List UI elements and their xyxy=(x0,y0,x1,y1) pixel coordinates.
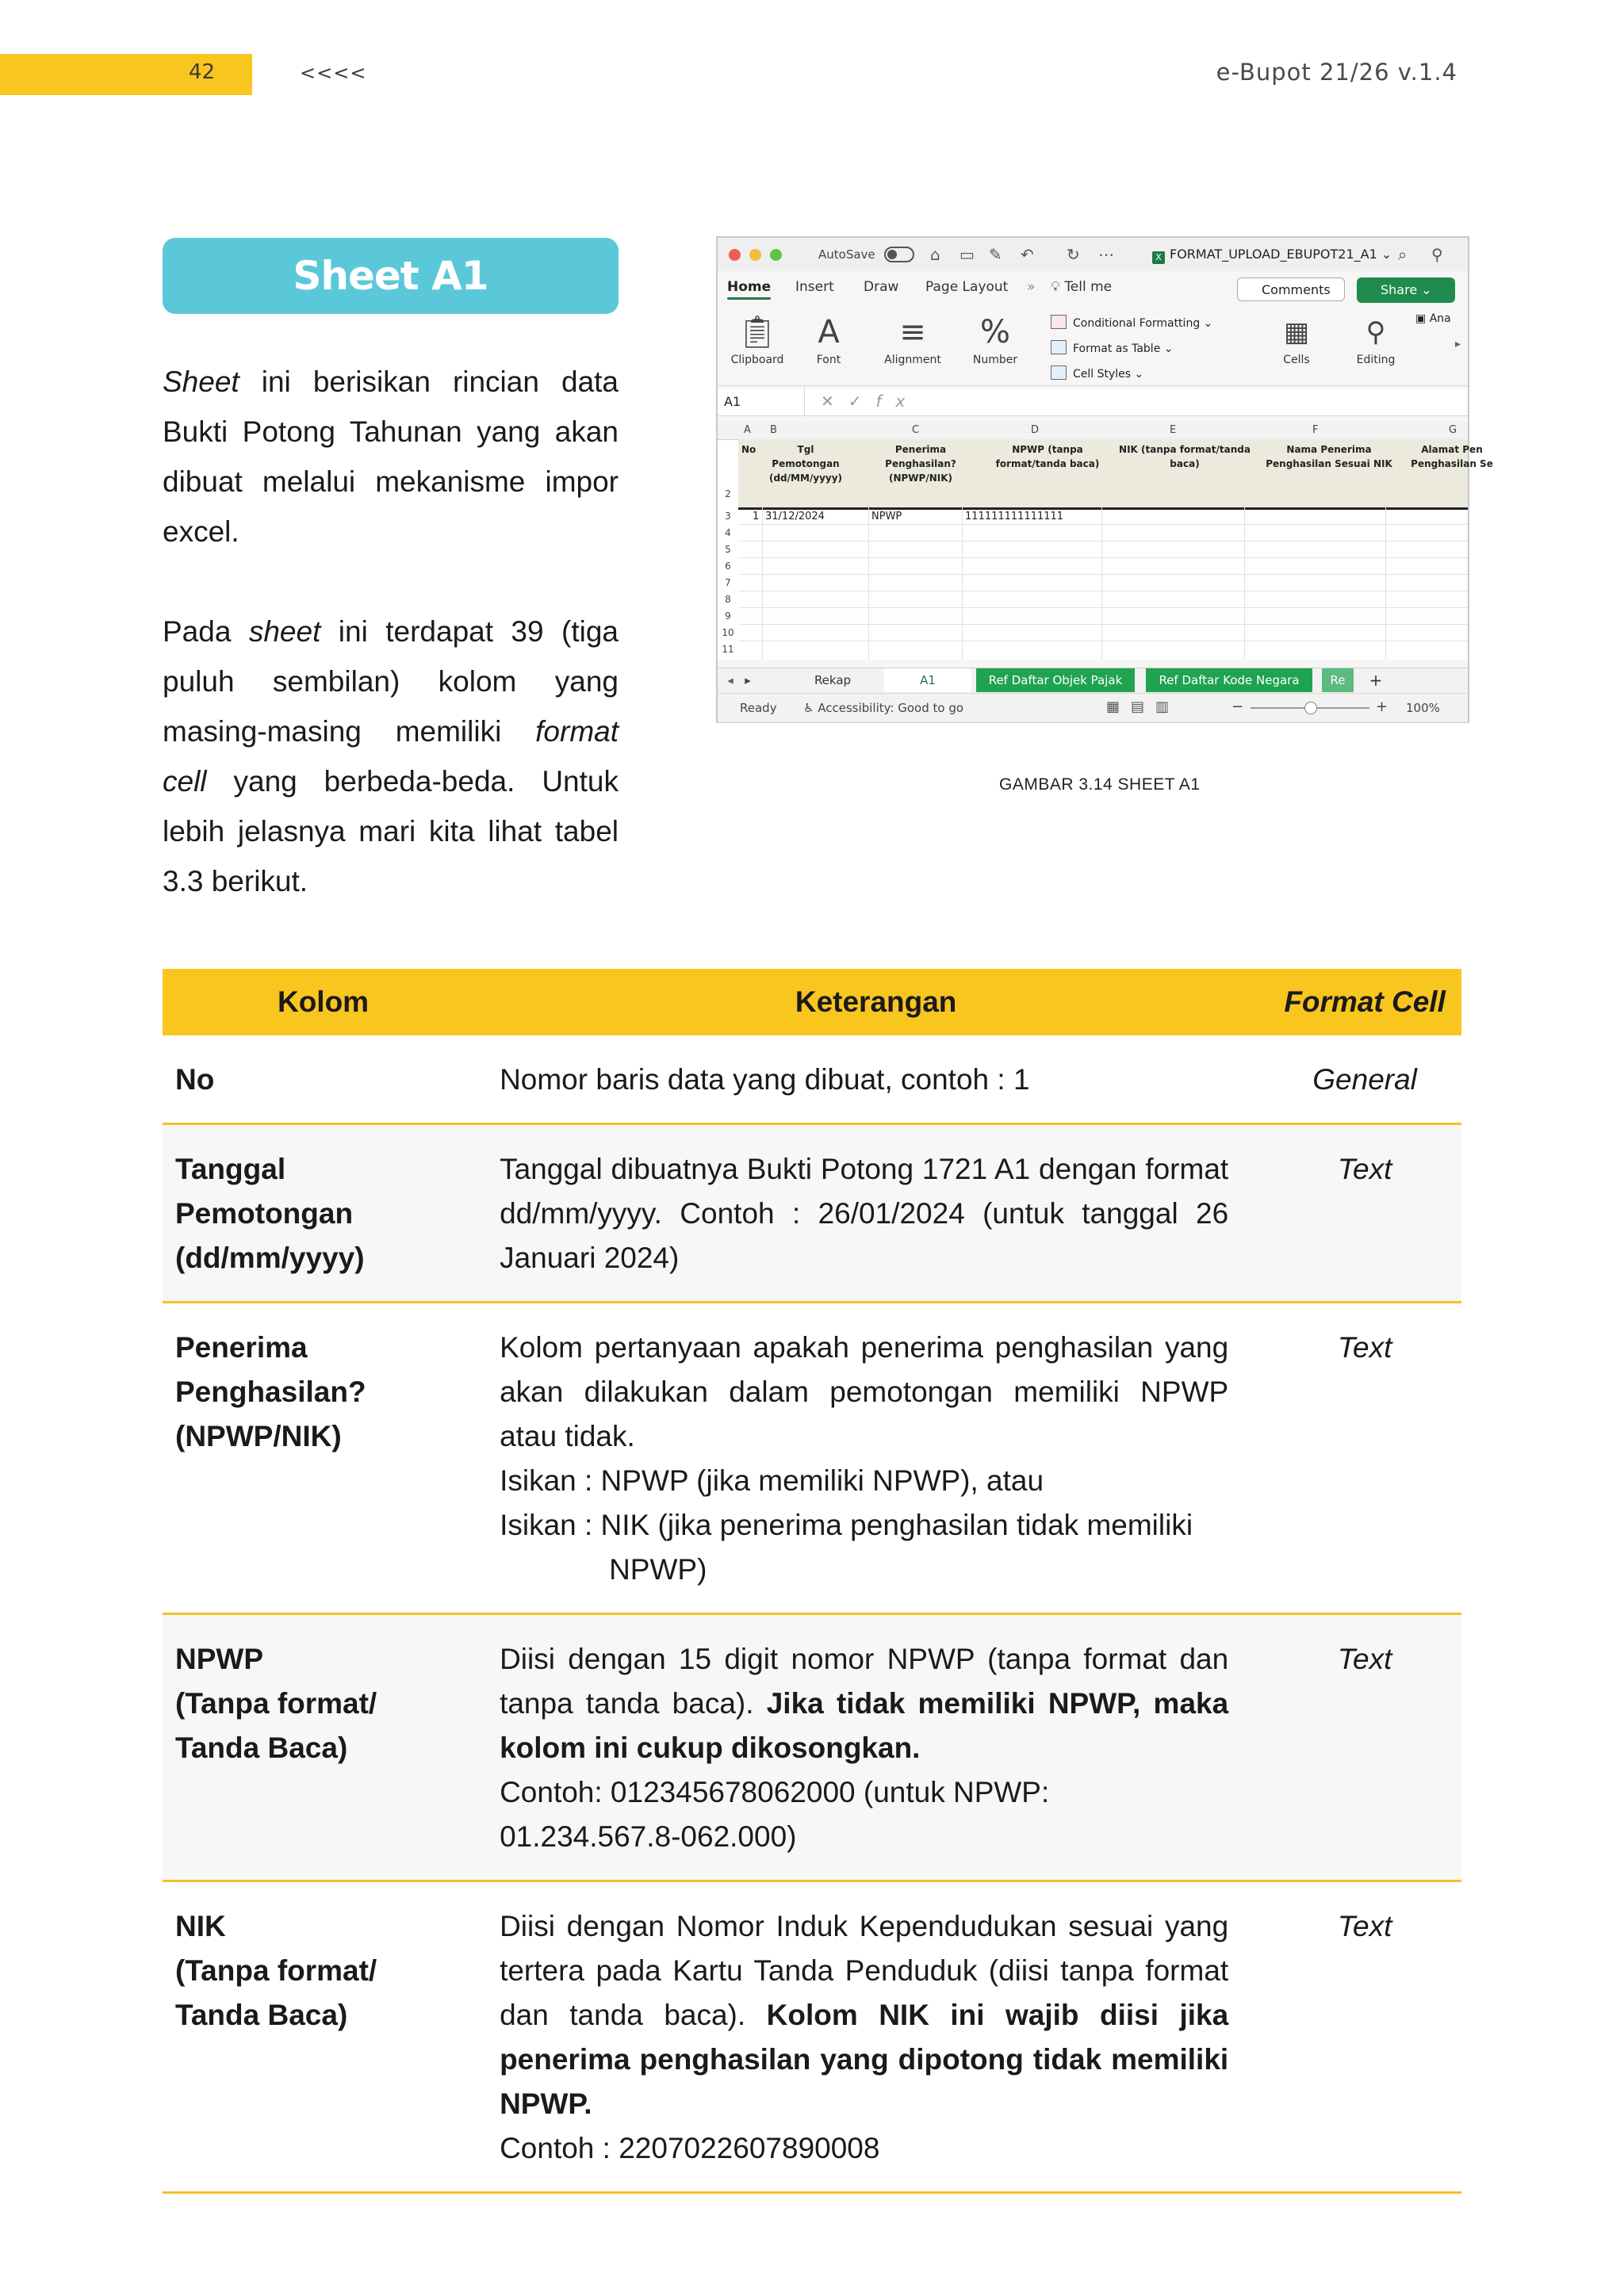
file-name-text: FORMAT_UPLOAD_EBUPOT21_A1 xyxy=(1170,247,1377,262)
header-cell[interactable]: No xyxy=(741,444,756,455)
sheet-tab-more[interactable]: Re xyxy=(1322,668,1354,692)
share-label: Share xyxy=(1381,282,1418,297)
font-icon: A xyxy=(818,314,840,350)
format-as-table-label: Format as Table xyxy=(1073,342,1161,355)
header-line: Tgl Pemotongan xyxy=(772,444,840,469)
nav-back-link[interactable]: <<<< xyxy=(300,62,367,84)
keterangan-span: Diisi dengan Nomor Induk Kependudukan sesuai yang tertera pada Kartu Tanda Penduduk (diisi tanpa format dan tanda baca). xyxy=(500,1910,1229,2031)
header-line: NIK (tanpa format/tanda xyxy=(1119,444,1251,455)
keterangan-text xyxy=(500,1637,1228,1770)
zoom-slider-handle[interactable] xyxy=(1304,702,1317,714)
row-number[interactable]: 4 xyxy=(725,527,731,538)
kolom-line: NPWP xyxy=(175,1643,263,1675)
kolom-line: No xyxy=(175,1063,215,1096)
intro-text-span: Pada xyxy=(163,615,249,648)
row-number[interactable]: 7 xyxy=(725,577,731,588)
conditional-formatting-button[interactable]: Conditional Formatting ⌄ xyxy=(1051,312,1212,338)
minimize-window-button[interactable] xyxy=(749,249,761,261)
intro-em: sheet xyxy=(248,615,321,648)
table-row xyxy=(163,1881,1461,2193)
kolom-line: Tanda Baca) xyxy=(175,1999,348,2031)
ribbon-scroll-right[interactable]: ▸ xyxy=(1455,338,1461,350)
header-line: Penghasilan? xyxy=(885,458,956,469)
more-icon[interactable]: ⋯ xyxy=(1098,245,1114,264)
grid-line xyxy=(1244,507,1245,660)
analyze-label: Ana xyxy=(1429,312,1451,325)
cell-styles-icon xyxy=(1051,365,1067,380)
account-icon[interactable]: ⚲ xyxy=(1431,245,1443,264)
kolom-cell xyxy=(163,1303,484,1614)
analyze-button[interactable]: ▣ Ana xyxy=(1415,312,1451,325)
column-header[interactable]: C xyxy=(912,424,920,436)
comments-label: Comments xyxy=(1262,282,1331,297)
keterangan-span: Diisi dengan 15 digit nomor NPWP (tanpa format dan tanpa tanda baca). xyxy=(500,1643,1229,1720)
table-row xyxy=(163,1035,1461,1124)
header-kolom: Kolom xyxy=(163,969,484,1035)
zoom-in-icon[interactable]: + xyxy=(1376,698,1388,715)
figure-caption: GAMBAR 3.14 SHEET A1 xyxy=(999,775,1201,794)
tab-tell-me[interactable]: 💡︎ Tell me xyxy=(1051,279,1113,295)
status-ready: Ready xyxy=(740,701,777,715)
autosave-label: AutoSave xyxy=(818,247,875,262)
header-line: Nama Penerima xyxy=(1286,444,1372,455)
status-bar xyxy=(718,693,1468,722)
sheet-tab-rekap[interactable]: Rekap xyxy=(814,673,852,687)
kolom-cell xyxy=(163,1124,484,1303)
close-window-button[interactable] xyxy=(729,249,741,261)
column-header[interactable]: E xyxy=(1170,424,1177,436)
spreadsheet-grid xyxy=(718,422,1493,660)
fx-icon: fx xyxy=(875,392,920,411)
keterangan-cell xyxy=(484,1124,1268,1303)
cell-tgl[interactable]: 31/12/2024 xyxy=(765,511,825,522)
format-cell: Text xyxy=(1268,1303,1461,1614)
keterangan-text: Isikan : NIK (jika penerima penghasilan tidak memiliki xyxy=(500,1509,1193,1541)
kolom-line: NIK xyxy=(175,1910,226,1942)
search-icon: ⚲ xyxy=(1365,316,1386,348)
intro-text-span: ini berisikan rincian data Bukti Potong Tahunan yang akan dibuat melalui mekanisme impor excel. xyxy=(163,365,619,548)
comments-button[interactable] xyxy=(1237,277,1345,301)
keterangan-cell xyxy=(484,1303,1268,1614)
next-sheet-arrow[interactable]: ▸ xyxy=(745,673,751,687)
name-box[interactable] xyxy=(718,388,805,415)
ribbon-tabs xyxy=(718,274,1468,301)
autosave-toggle[interactable] xyxy=(884,247,914,262)
kolom-cell xyxy=(163,1881,484,2193)
alignment-group[interactable] xyxy=(873,311,952,366)
clipboard-group[interactable] xyxy=(726,311,789,366)
header-line: baca) xyxy=(1170,458,1200,469)
conditional-formatting-icon xyxy=(1051,315,1067,329)
cell-npwp[interactable]: 111111111111111 xyxy=(965,511,1064,522)
table-row xyxy=(163,1303,1461,1614)
table-header-row xyxy=(163,969,1461,1035)
cells-label: Cells xyxy=(1283,354,1310,366)
grid-line xyxy=(1101,507,1102,660)
header-cell[interactable] xyxy=(1262,442,1396,471)
keterangan-bold: Kolom NIK ini wajib diisi jika penerima penghasilan yang dipotong tidak memiliki NPWP. xyxy=(500,1999,1229,2120)
font-group[interactable] xyxy=(797,311,860,366)
excel-screenshot xyxy=(716,236,1493,723)
header-cell[interactable] xyxy=(762,442,849,485)
header-line: NPWP (tanpa xyxy=(1012,444,1083,455)
keterangan-cell xyxy=(484,1881,1268,2193)
home-icon[interactable]: ⌂ xyxy=(930,245,940,264)
row-number[interactable]: 6 xyxy=(725,561,731,572)
table-icon xyxy=(1051,340,1067,354)
format-table xyxy=(163,969,1461,2194)
header-cell[interactable] xyxy=(1404,442,1500,471)
grid-line xyxy=(962,507,963,660)
column-header[interactable]: D xyxy=(1031,424,1040,436)
kolom-line: (Tanpa format/ xyxy=(175,1954,377,1987)
grid-line xyxy=(738,607,1468,608)
header-cell[interactable] xyxy=(984,442,1111,471)
grid-line xyxy=(738,524,1468,525)
row-number[interactable]: 3 xyxy=(725,511,731,522)
excel-titlebar xyxy=(718,238,1468,271)
formula-bar xyxy=(718,388,1468,416)
styles-group xyxy=(1051,312,1212,388)
clipboard-icon: 📋︎ xyxy=(737,314,778,350)
page-number: 42 xyxy=(189,60,216,84)
redo-icon[interactable]: ↻ xyxy=(1067,245,1080,264)
name-box-value: A1 xyxy=(724,394,741,409)
clipboard-label: Clipboard xyxy=(730,354,784,366)
intro-text xyxy=(163,357,619,906)
kolom-line: Penerima xyxy=(175,1331,308,1364)
font-label: Font xyxy=(816,354,841,366)
tab-home[interactable]: Home xyxy=(727,279,772,295)
keterangan-text: Nomor baris data yang dibuat, contoh : 1 xyxy=(500,1063,1030,1096)
grid-line xyxy=(868,507,869,660)
intro-text-span: ini terdapat 39 (tiga puluh sembilan) kolom yang masing-masing memiliki xyxy=(163,615,619,748)
header-line: Penerima xyxy=(894,444,947,455)
percent-icon: % xyxy=(979,314,1010,350)
keterangan-cell xyxy=(484,1614,1268,1881)
kolom-line: Tanggal xyxy=(175,1153,286,1185)
intro-em: Sheet xyxy=(163,365,239,398)
sheet-tab-a1[interactable]: A1 xyxy=(884,668,971,692)
row-number[interactable]: 9 xyxy=(725,610,731,622)
file-name: X FORMAT_UPLOAD_EBUPOT21_A1 ⌄ xyxy=(1152,247,1392,264)
row-number[interactable]: 11 xyxy=(722,644,734,655)
kolom-line: Pemotongan xyxy=(175,1197,354,1230)
edit-icon[interactable]: ✎ xyxy=(989,245,1002,264)
tab-draw[interactable]: Draw xyxy=(864,279,899,295)
accessibility-status[interactable]: ♿︎ Accessibility: Good to go xyxy=(803,701,964,715)
keterangan-text: NPWP) xyxy=(609,1553,707,1586)
intro-paragraph-2 xyxy=(163,607,619,906)
number-group[interactable] xyxy=(963,311,1027,366)
grid-line xyxy=(762,507,763,660)
alignment-label: Alignment xyxy=(884,354,941,366)
save-icon[interactable]: ▭ xyxy=(959,245,975,264)
search-icon[interactable]: ⌕ xyxy=(1398,245,1408,264)
column-header[interactable]: G xyxy=(1449,424,1457,436)
tab-insert[interactable]: Insert xyxy=(795,279,834,295)
sheet-tab-kode-negara[interactable]: Ref Daftar Kode Negara xyxy=(1146,668,1312,692)
keterangan-bold: Jika tidak memiliki NPWP, maka kolom ini cukup dikosongkan. xyxy=(500,1687,1229,1764)
format-cell: Text xyxy=(1268,1881,1461,2193)
header-line: Penghasilan Sesuai NIK xyxy=(1266,458,1392,469)
kolom-cell xyxy=(163,1035,484,1124)
kolom-line: (dd/mm/yyyy) xyxy=(175,1242,365,1274)
grid-line xyxy=(738,557,1468,558)
header-row xyxy=(738,439,1493,510)
zoom-out-icon[interactable]: − xyxy=(1231,698,1244,715)
kolom-line: (Tanpa format/ xyxy=(175,1687,377,1720)
excel-file-icon: X xyxy=(1152,251,1165,264)
kolom-cell xyxy=(163,1614,484,1881)
column-header[interactable]: B xyxy=(770,424,777,436)
cell-no[interactable]: 1 xyxy=(753,511,760,522)
keterangan-text: Isikan : NPWP (jika memiliki NPWP), atau xyxy=(500,1464,1044,1497)
keterangan-text xyxy=(500,1904,1228,2126)
conditional-formatting-label: Conditional Formatting xyxy=(1073,317,1201,330)
format-cell: Text xyxy=(1268,1614,1461,1881)
header-line: (dd/MM/yyyy) xyxy=(768,473,843,484)
header-line: Alamat Pen xyxy=(1421,444,1483,455)
view-mode-icons[interactable]: ▦▤▥ xyxy=(1106,698,1181,715)
tab-page-layout[interactable]: Page Layout xyxy=(925,279,1009,295)
header-line: (NPWP/NIK) xyxy=(888,473,953,484)
cell-styles-label: Cell Styles xyxy=(1073,368,1132,381)
header-line: format/tanda baca) xyxy=(995,458,1100,469)
book-title: e-Bupot 21/26 v.1.4 xyxy=(1216,59,1457,86)
intro-paragraph-1 xyxy=(163,357,619,557)
formula-icons[interactable]: ✕✓fx xyxy=(821,392,920,411)
row-number[interactable]: 8 xyxy=(725,594,731,605)
row-number[interactable]: 2 xyxy=(725,488,731,499)
keterangan-text: Kolom pertanyaan apakah penerima penghasilan yang akan dilakukan dalam pemotongan memiliki NPWP atau tidak. xyxy=(500,1331,1229,1452)
header-line: Penghasilan Se xyxy=(1411,458,1493,469)
header-format-cell: Format Cell xyxy=(1268,969,1461,1035)
sheet-tabs xyxy=(718,668,1468,692)
column-headers xyxy=(718,422,1468,440)
intro-em: format cell xyxy=(163,715,619,798)
maximize-window-button[interactable] xyxy=(770,249,782,261)
grid-line xyxy=(738,624,1468,625)
tell-me-label: Tell me xyxy=(1064,279,1113,295)
header-cell[interactable] xyxy=(881,442,960,485)
grid-line xyxy=(738,574,1468,575)
editing-group[interactable] xyxy=(1344,311,1408,366)
kolom-line: Tanda Baca) xyxy=(175,1732,348,1764)
format-cell: General xyxy=(1268,1035,1461,1124)
cell-penerima[interactable]: NPWP xyxy=(871,511,902,522)
kolom-line: (NPWP/NIK) xyxy=(175,1420,342,1452)
intro-text-span: yang berbeda-beda. Untuk lebih jelasnya mari kita lihat tabel 3.3 berikut. xyxy=(163,765,619,897)
keterangan-text: Contoh: 012345678062000 (untuk NPWP: 01.234.567.8-062.000) xyxy=(500,1776,1050,1853)
grid-line xyxy=(1385,507,1386,660)
row-number[interactable]: 5 xyxy=(725,544,731,555)
share-button[interactable]: Share ⌄ xyxy=(1357,277,1455,303)
table-row xyxy=(163,1614,1461,1881)
format-as-table-button[interactable]: Format as Table ⌄ xyxy=(1051,338,1212,363)
row-number[interactable]: 10 xyxy=(722,627,734,638)
number-label: Number xyxy=(972,354,1018,366)
column-header[interactable]: A xyxy=(744,424,751,436)
ribbon-toolbar xyxy=(718,306,1468,386)
format-cell: Text xyxy=(1268,1124,1461,1303)
prev-sheet-arrow[interactable]: ◂ xyxy=(727,673,733,687)
keterangan-text: Tanggal dibuatnya Bukti Potong 1721 A1 dengan format dd/mm/yyyy. Contoh : 26/01/2024 (untuk tanggal 26 Januari 2024) xyxy=(500,1153,1229,1274)
cell-styles-button[interactable]: Cell Styles ⌄ xyxy=(1051,363,1212,388)
header-cell[interactable] xyxy=(1117,442,1252,471)
column-header[interactable]: F xyxy=(1312,424,1319,436)
keterangan-text: Contoh : 2207022607890008 xyxy=(500,2132,880,2164)
table-row xyxy=(163,1124,1461,1303)
zoom-level: 100% xyxy=(1406,701,1440,715)
cells-group[interactable] xyxy=(1265,311,1328,366)
section-title-pill: Sheet A1 xyxy=(163,238,619,314)
chevron-right-icon[interactable]: » xyxy=(1027,279,1036,295)
header-keterangan: Keterangan xyxy=(484,969,1268,1035)
undo-icon[interactable]: ↶ xyxy=(1021,245,1034,264)
accessibility-label: Accessibility: Good to go xyxy=(818,701,964,715)
cells-icon: ▦ xyxy=(1283,316,1310,348)
editing-label: Editing xyxy=(1356,354,1396,366)
kolom-line: Penghasilan? xyxy=(175,1376,366,1408)
sheet-tab-objek-pajak[interactable]: Ref Daftar Objek Pajak xyxy=(976,668,1135,692)
keterangan-cell xyxy=(484,1035,1268,1124)
add-sheet-icon[interactable]: + xyxy=(1369,671,1383,690)
alignment-icon: ≡ xyxy=(899,314,926,350)
